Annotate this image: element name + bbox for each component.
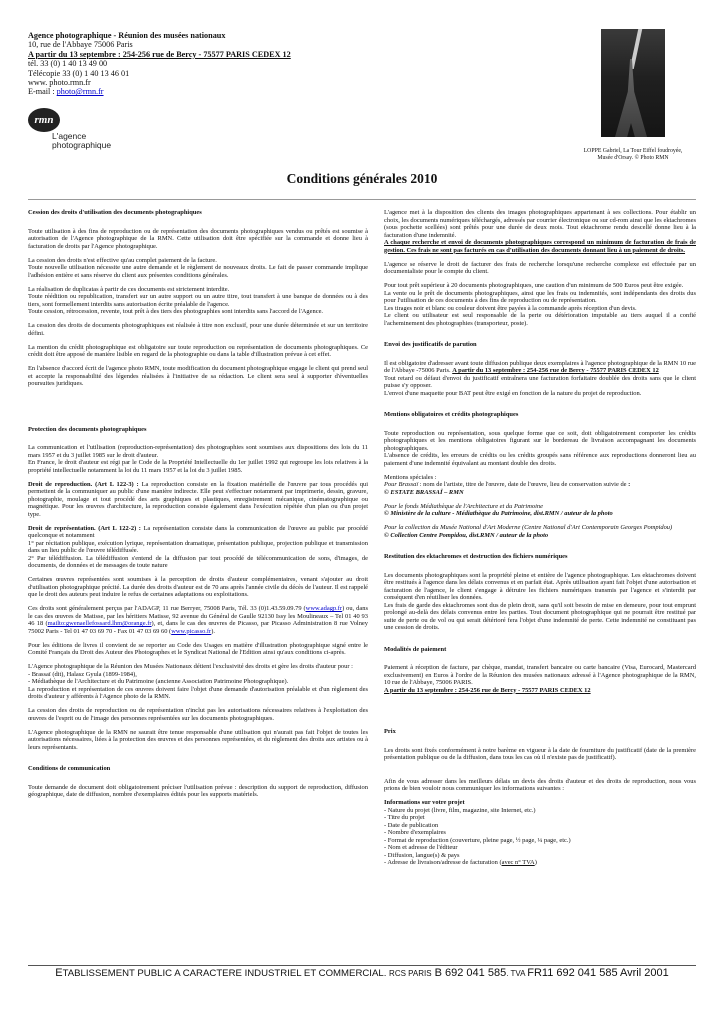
paragraph [28,257,368,280]
adagp-link[interactable]: www.adagp.fr [305,605,343,612]
email-link[interactable]: photo@rmn.fr [56,87,104,97]
email-line [28,87,388,96]
tower-silhouette [615,59,647,137]
paragraph [384,524,696,539]
paragraph: En l'absence d'accord écrit de l'agence photo RMN, toute modification du document photographique engage le client qui prend seul et accepte la responsabilité des légendes réalisées à l'initiative de sa rédaction. Le client sera seul à supporter d'éventuelles poursuites juridiques. [28,365,368,387]
text-line: Paiement à réception de facture, par chèque, mandat, transfert bancaire ou carte bancaire (Visa, Eurocard, Mastercard exclusivement) en Euros à l'ordre de la Réunion des musées nationaux adressé à l'Agence photographique de la RMN, 10 rue de l'Abbaye, 75006 PARIS. [384,664,696,686]
footer-text: E [55,967,63,979]
paragraph [28,525,368,570]
list-item: - Nature du projet (livre, film, magazine, site Internet, etc.) [384,806,536,814]
section-heading: Protection des documents photographiques [28,425,147,433]
underlined-text: avec n° TVA [501,859,535,866]
paragraph [28,605,368,635]
text-line: Toute reproduction ou représentation, sous quelque forme que ce soit, doit obligatoirement comporter les crédits photographiques et les mentions obligatoires figurant sur le bordereau de livraison accompagnant les documents photographiques. [384,429,696,452]
text-line: ). [211,627,215,635]
address: 10, rue de l'Abbaye 75006 Paris [28,40,133,50]
photo-caption [583,148,683,162]
footer-text: . TVA [506,969,528,978]
italic-text: Pour la collection du Musée National d'Art Moderne (Centre National d'Art Contemporain Georges Pompidou) [384,524,673,531]
paragraph: Pour les éditions de livres il convient de se reporter au Code des Usages en matière d'illustration photographique signé entre le Comité Français du Droit des Auteur des Photographes et le Syndicat National de l'Edition ainsi qu'aux conditions ci-après. [28,641,368,656]
text-line: L'agence met à la disposition des clients des images photographiques appartenant à ses collections. Pour établir un choix, les documents numériques téléchargés, adressés par courrier électronique ou sur cd-rom ainsi que les ektachromes (sous pochette scellées) sont prêtés pour une durée de deux mois. Tout ektachrome rendu descellé donne lieu à la facturation d'une indemnité. [384,209,696,239]
paragraph: Toute demande de document doit obligatoirement préciser l'utilisation prévue : description du support de reproduction, diffusion géographique, date de diffusion, nombre d'exemplaires édités pour les supports matériels. [28,783,368,798]
text-line: Les frais de garde des ektachromes sont dus de plein droit, sans qu'il soit besoin de mise en demeure, pour tout emprunt prolongé au-delà des délais convenus entre les parties. Tout document photographique qui ne pourrait être restitué par suite de perte ou de vol ou qui serait détérioré fera l'objet d'une indemnité de perte. Cette indemnité ne constituant pas une cession de droits. [384,601,696,631]
paragraph: La mention du crédit photographique est obligatoire sur toute reproduction ou représentation de documents photographiques. Ce crédit doit être apposé de manière lisible en regard de la photographie ou dans la table d'illustration prévue à cet effet. [28,343,368,358]
logo-text [52,132,111,149]
paragraph: Toute utilisation à des fins de reproduction ou de représentation des documents photographiques vendus ou prêtés est soumise à autorisation de l'Agence photographique de la RMN. Cette utilisation doit être spécifiée sur la commande et donne lieu à facturation de droits par l'Agence photographique. [28,227,368,250]
list-item: - Format de reproduction (couverture, pleine page, ½ page, ¼ page, etc.) [384,836,571,844]
paragraph: Afin de vous adresser dans les meilleurs délais un devis des droits d'auteur et des droits de reproduction, nous vous prions de bien vouloir nous communiquer les informations suivantes : [384,777,696,792]
paragraph [384,474,696,497]
text-line: - Médiathèque de l'Architecture et du Patrimoine (ancienne Association Patrimoine Photographique). [28,678,289,685]
logo-line1: L'agence [52,131,87,141]
text-line: Toute réédition ou republication, transfert sur un autre support ou un autre titre, tout transfert à une banque de données ou à des tiers, sont formellement interdits sans autorisation écrite préalable de l'agence. [28,293,368,308]
page-title: Conditions générales 2010 [286,171,438,186]
text-line: - Brassaï (dit), Halasz Gyula (1899-1984), [28,670,137,678]
paragraph: La cession des droits de reproduction ou de représentation n'inclut pas les autorisations nécessaires relatives à l'exploitation des œuvres de l'esprit ou de l'image des personnes représentées sur les documents photographiques. [28,707,368,722]
text-line: L'envoi d'une maquette pour BAT peut être exigé en fonction de la nature du projet de reproduction. [384,389,642,397]
list-item: - Titre du projet [384,814,425,821]
text-line: La représentation consiste dans la communication de l'œuvre au public par procédé quelconque et notamment [28,524,368,539]
paragraph [384,664,696,694]
section-heading: Modalités de paiement [384,645,447,653]
caption-line2: Musée d'Orsay. © Photo RMN [597,155,669,161]
section-heading: Conditions de communication [28,765,111,772]
list-item: - Diffusion, langue(s) & pays [384,851,460,859]
section-heading: Restitution des ektachromes et destruction des fichiers numériques [384,553,568,560]
text-line: Toute nouvelle utilisation nécessite une autre demande et le règlement de nouveaux droits. Le fait de passer commande implique l'adhésion entière et sans réserve du client aux présentes conditions générales. [28,264,368,279]
new-address: A partir du 13 septembre : 254-256 rue de Bercy - 75577 PARIS CEDEX 12 [28,49,291,59]
footer-text: FR11 692 041 585 Avril 2001 [527,967,669,979]
letterhead [28,31,388,97]
paragraph: Certaines œuvres représentées sont soumises à la perception de droits d'auteur complémentaires, venant s'ajouter au droit d'utilisation photographique précité. La durée des droits d'auteur est de 70 ans après l'année civile du décès de l'auteur. Il est rappelé que le droit des auteurs peut induire le refus de certaines adaptations ou exploitations. [28,576,368,598]
text-line: ) [534,859,537,866]
footer-text: B 692 041 585 [431,967,507,979]
list-item: - Nombre d'exemplaires [384,829,446,836]
section-heading: Envoi des justificatifs de parution [384,341,477,348]
logo-line2: photographique [52,139,112,150]
text-line: Ces droits sont généralement perçus par l'ADAGP, 11 rue Berryer, 75008 Paris, Tél. 33 (0)1.43.59.09.79 ( [28,605,306,612]
text-line: : [628,481,631,488]
email-label: E-mail : [28,87,57,97]
right-column [384,209,696,867]
italic-text: Pour Brassaï [384,481,419,488]
text-line: La cession des droits n'est effective qu'au complet paiement de la facture. [28,256,217,264]
text-line: Tout retard ou défaut d'envoi du justificatif entraînera une facturation forfaitaire doublée des droits sans que le client puisse s'y opposer. [384,374,696,389]
paragraph [384,430,696,468]
section-heading: Informations sur votre projet [384,799,465,806]
section-heading: Mentions obligatoires et crédits photographiques [384,411,519,418]
text-line: La vente ou le prêt de documents photographiques, ainsi que les frais ou indemnités, sont indépendants des droits dus pour l'utilisation de ces documents à des fins de reproduction ou de représentation. [384,289,696,304]
text-line: En France, le droit d'auteur est régi par le Code de la Propriété Intellectuelle du 1er juillet 1992 qui regroupe les lois relatives à la propriété intellectuelle notamment la loi du 11 mars 1957 et la loi du 3 juillet 1985. [28,459,368,474]
text-line: Toute cession, rétrocession, revente, tout prêt à des tiers des photographies sont interdits sans l'accord de l'Agence. [28,308,324,315]
picasso-link[interactable]: www.picasso.fr [171,627,212,635]
inline-heading: Droit de reproduction. (Art L 122-3) : [28,480,139,488]
matisse-email-link[interactable]: mailto:gwenaellefossard.lhm@orange.fr [47,620,152,627]
paragraph: Les droits sont fixés conformément à notre barème en vigueur à la date de fourniture du justificatif (date de la première présentation publique ou de la diffusion, dans tous les cas où il n'existe pas de justificatif). [384,746,696,761]
emphasis-text: A partir du 13 septembre : 254-256 rue de Bercy - 75577 PARIS CEDEX 12 [452,367,659,374]
paragraph: L'agence se réserve le droit de facturer des frais de recherche lorsqu'une recherche complexe est effectuée par un documentaliste pour le compte du client. [384,260,696,275]
title-divider [28,199,696,200]
italic-text: Pour le fonds Médiathèque de l'Architecture et du Patrimoine [384,502,543,510]
paragraph: La cession des droits de documents photographiques est réalisée à titre non exclusif, pour une durée déterminée et sur un territoire défini. [28,322,368,337]
paragraph [28,286,368,316]
text-line: - Adresse de livraison/adresse de facturation ( [384,859,502,866]
text-line: : nom de l'artiste, titre de l'œuvre, date de l'œuvre, lieu de conservation suivie de [418,481,629,488]
footer [28,967,696,979]
text-line: La reproduction et représentation de ces œuvres doivent faire l'objet d'une demande d'autorisation préalable et d'un règlement des droits d'auteur y afférents à l'Agence photo de la RMN. [28,685,368,700]
credit-line: © Collection Centre Pompidou, dist.RMN / auteur de la photo [384,531,549,539]
website: www. photo.rmn.fr [28,78,91,88]
footer-divider [28,965,696,966]
project-info-list [384,807,696,867]
emphasis-text: A partir du 13 septembre : 254-256 rue de Bercy - 75577 PARIS CEDEX 12 [384,686,591,694]
text-line: ), et, dans le cas des œuvres de Picasso, par Picasso Administration 8 rue Volney 75002 Paris - Tel 01 47 03 69 70 - Fax 01 47 03 69 60 ( [28,620,368,635]
eiffel-tower-photo [601,29,665,137]
list-item: - Date de publication [384,821,439,829]
text-line: Les documents photographiques sont la propriété pleine et entière de l'agence photographique. Les ektachromes doivent être restitués à l'agence dans les délais convenus et en parfait état. Après utilisation ayant fait l'objet d'une autorisation et facturation de l'agence, le client s'engage à détruire les fichiers numériques transmis par l'agence et s'interdit par conséquent d'en réutiliser les données. [384,571,696,601]
text-line: Pour tout prêt supérieur à 20 documents photographiques, une caution d'un minimum de 500 Euros peut être exigée. [384,282,684,289]
text-line: Le client ou utilisateur est seul responsable de la perte ou détérioration imputable au tiers auquel il a confié l'acheminement des photographies (transporteur, poste). [384,312,696,327]
caption-line1: LOPPE Gabriel, La Tour Eiffel foudroyée, [583,148,683,154]
emphasis-text: A chaque recherche et envoi de documents photographiques correspond un minimum de facturation de frais de gestion. Ces frais ne sont pas facturés en cas d'utilisation des documents donnant lieu à un paiement de droits. [384,239,696,254]
footer-text: TABLISSEMENT PUBLIC A CARACTERE INDUSTRIEL ET COMMERCIAL [62,968,384,979]
left-column [28,209,368,805]
fax: Télécopie 33 (0) 1 40 13 46 01 [28,68,130,78]
list-item [384,859,696,867]
credit-line: © ESTATE BRASSAÏ – RMN [384,488,464,496]
phone: tél. 33 (0) 1 40 13 49 00 [28,59,108,69]
text-line: Les tirages noir et blanc ou couleur doivent être payées à la commande après réception d'un devis. [384,304,637,312]
text-line: Mentions spéciales : [384,473,437,481]
credit-line: © Ministère de la culture - Médiathèque du Patrimoine, dist.RMN / auteur de la photo [384,510,613,517]
text-line: La réalisation de duplicatas à partir de ces documents est strictement interdite. [28,285,230,293]
paragraph [384,282,696,327]
text-line: La reproduction consiste en la fixation matérielle de l'œuvre par tous procédés qui permettent de la communiquer au public d'une manière indirecte. Elle peut s'effectuer notamment par imprimerie, dessin, gravure, photographie, moulage et tout procédé des arts graphiques et plastiques, enregistrement mécanique, cinématographique ou magnétique. Pour les œuvres d'architecture, la reproduction consiste également dans l'exécution répétée d'un plan ou d'un projet type. [28,480,368,518]
text-line: 2° Par télédiffusion. La télédiffusion s'entend de la diffusion par tout procédé de télécommunication de sons, d'images, de documents, de données et de messages de toute nature [28,554,368,569]
text-line: Il est obligatoire d'adresser avant toute diffusion publique deux exemplaires à l'agence photographique de la RMN 10 rue de l'Abbaye -75006 Paris. [384,359,697,374]
footer-text: RCS PARIS [389,969,432,978]
paragraph [28,444,368,474]
paragraph [384,503,696,518]
text-line: 1° par récitation publique, exécution lyrique, représentation dramatique, présentation publique, projection publique et transmission dans un lieu public de l'œuvre télédiffusée. [28,539,368,554]
paragraph [28,663,368,701]
inline-heading: Droit de représentation. (Art L 122-2) : [28,524,141,532]
section-heading: Cession des droits d'utilisation des documents photographiques [28,209,202,216]
text-line: ) ou, dans le cas des œuvres de Matisse, par les héritiers Matisse, 92 avenue du Général de Gaulle 92130 Issy les Moulineaux – Tel 01 40 93 46 18 ( [28,605,368,627]
paragraph [384,360,696,398]
footer-text: . [383,968,390,979]
paragraph [384,572,696,632]
text-line: La communication et l'utilisation (reproduction-représentation) des photographies sont soumises aux dispositions des lois du 11 mars 1957 et du 3 juillet 1985 sur le droit d'auteur. [28,444,368,459]
paragraph [384,209,696,254]
text-line: L'absence de crédits, les erreurs de crédits ou les crédits groupés sans référence aux reproductions donneront lieu au paiement d'une indemnité équivalant au montant double des droits. [384,452,696,467]
list-item: - Nom et adresse de l'éditeur [384,844,458,851]
rmn-logo-mark: rmn [28,108,60,132]
section-heading: Prix [384,728,396,735]
org-name: Agence photographique - Réunion des musées nationaux [28,31,226,40]
paragraph: L'Agence photographique de la RMN ne saurait être tenue responsable d'une utilisation qui n'aurait pas fait l'objet de toutes les autorisations nécessaires, liées à la protection des œuvres et des personnes représentées, et du règlement des droits aux artistes ou à leurs représentants. [28,728,368,751]
rmn-logo [28,108,128,150]
paragraph [28,481,368,519]
text-line: L'Agence photographique de la Réunion des Musées Nationaux détient l'exclusivité des droits et gère les droits d'auteur pour : [28,663,353,670]
